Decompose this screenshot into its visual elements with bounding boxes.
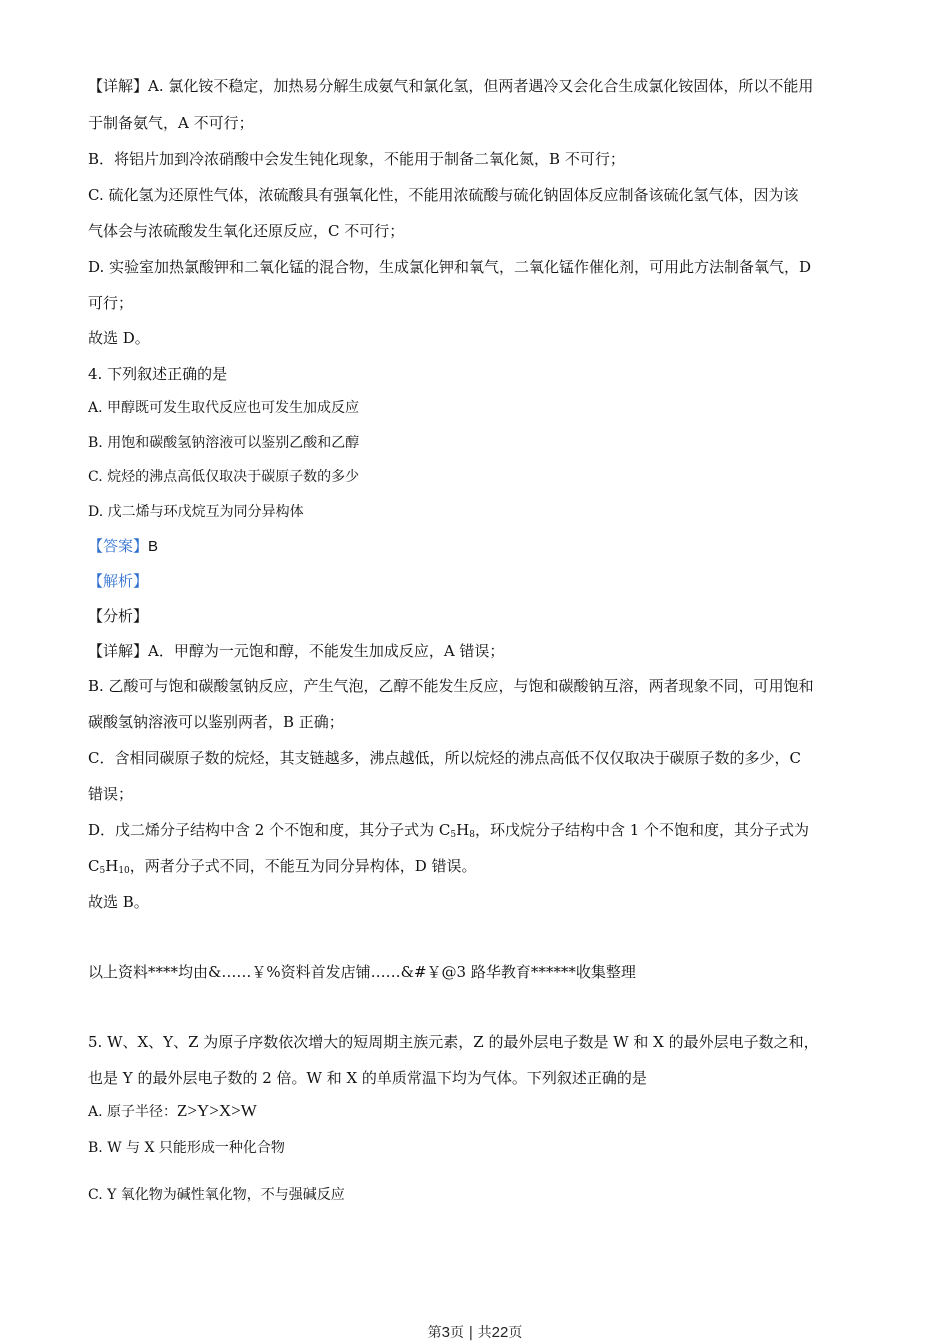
question-4-stem: 4. 下列叙述正确的是 (88, 365, 228, 383)
detail-q4-c-line2: 错误； (88, 785, 134, 803)
q4-conclusion: 故选 B。 (88, 893, 149, 911)
detail-prev-b: B．将铝片加到冷浓硝酸中会发生钝化现象，不能用于制备二氧化氮，B 不可行； (88, 150, 625, 168)
question-4-option-b: B. 用饱和碳酸氢钠溶液可以鉴别乙酸和乙醇 (88, 435, 360, 451)
detail-prev-a-line1: 【详解】A. 氯化铵不稳定，加热易分解生成氨气和氯化氢，但两者遇冷又会化合生成氯化铵固体，所以不能用 (88, 77, 814, 95)
question-4-option-a: A. 甲醇既可发生取代反应也可发生加成反应 (88, 400, 360, 416)
question-5-option-a-prefix: A. 原子半径： (88, 1104, 178, 1120)
page-footer (0, 1324, 950, 1342)
question-5-option-b: B. W 与 X 只能形成一种化合物 (88, 1140, 285, 1156)
detail-prev-c-line1: C. 硫化氢为还原性气体，浓硫酸具有强氧化性，不能用浓硫酸与硫化钠固体反应制备该硫化氢气体，因为该 (88, 186, 799, 204)
detail-q4-b-line1: B. 乙酸可与饱和碳酸氢钠反应，产生气泡，乙醇不能发生反应，与饱和碳酸钠互溶，两者现象不同，可用饱和 (88, 677, 814, 695)
question-5-option-c: C. Y 氧化物为碱性氧化物，不与强碱反应 (88, 1187, 345, 1203)
question-5-option-a-math: Z>Y>X>W (177, 1101, 257, 1120)
source-note: 以上资料****均由&……￥%资料首发店铺……&#￥@3 路华教育******收集整理 (88, 963, 636, 981)
detail-q4-d-line1: D．戊二烯分子结构中含 2 个不饱和度，其分子式为 $C_5H_8$，环戊烷分子结构中含 1 个不饱和度，其分子式为 (88, 821, 810, 840)
question-4-option-c: C. 烷烃的沸点高低仅取决于碳原子数的多少 (88, 469, 360, 485)
answer-row (88, 536, 158, 557)
detail-q4-c-line1: C．含相同碳原子数的烷烃，其支链越多，沸点越低，所以烷烃的沸点高低不仅仅取决于碳原子数的多少，C (88, 749, 801, 767)
question-5-stem-line1: 5. W、X、Y、Z 为原子序数依次增大的短周期主族元素，Z 的最外层电子数是 W 和 X 的最外层电子数之和， (88, 1033, 819, 1051)
page-suffix: 页 (508, 1325, 523, 1341)
detail-q4-a: 【详解】A．甲醇为一元饱和醇，不能发生加成反应，A 错误； (88, 642, 505, 660)
detail-prev-a-line2: 于制备氨气，A 不可行； (88, 114, 254, 132)
question-5-option-a (88, 1101, 257, 1122)
question-5-stem-line2: 也是 Y 的最外层电子数的 2 倍。W 和 X 的单质常温下均为气体。下列叙述正确的是 (88, 1069, 647, 1087)
page-total: 22 (491, 1324, 509, 1341)
question-4-option-d: D. 戊二烯与环戊烷互为同分异构体 (88, 504, 304, 520)
prev-conclusion: 故选 D。 (88, 329, 150, 347)
answer-label: 【答案】 (88, 537, 149, 555)
answer-value: B (148, 538, 159, 555)
page-number: 3 (441, 1324, 451, 1341)
page-prefix: 第 (427, 1325, 442, 1341)
fenxi-label: 【分析】 (88, 607, 149, 625)
detail-q4-b-line2: 碳酸氢钠溶液可以鉴别两者，B 正确； (88, 713, 344, 731)
detail-prev-d-line1: D. 实验室加热氯酸钾和二氧化锰的混合物，生成氯化钾和氧气，二氧化锰作催化剂，可用此方法制备氧气，D (88, 258, 812, 276)
detail-prev-c-line2: 气体会与浓硫酸发生氧化还原反应，C 不可行； (88, 222, 405, 240)
detail-q4-d-line2: $C_5H_{10}$，两者分子式不同，不能互为同分异构体，D 错误。 (88, 857, 477, 876)
detail-prev-d-line2: 可行； (88, 294, 134, 312)
page-mid: 页 | 共 (450, 1325, 492, 1341)
analysis-label: 【解析】 (88, 572, 149, 590)
